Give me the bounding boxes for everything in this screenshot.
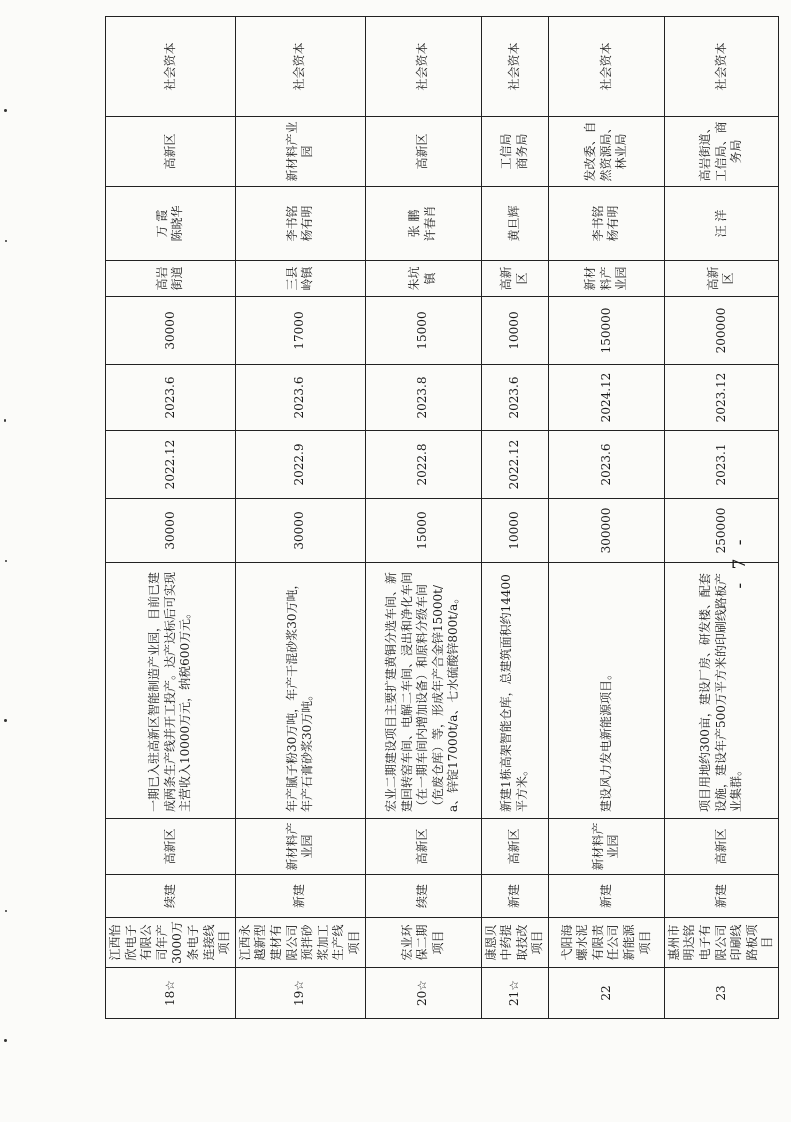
- start-date-cell: 2022.8: [365, 431, 481, 499]
- location-cell: 高新区: [365, 819, 481, 875]
- construction-type-cell: 续建: [106, 875, 236, 918]
- table-row: [664, 17, 778, 1019]
- start-date-cell: 2023.6: [548, 431, 664, 499]
- department-cell: 新材料产业园: [235, 117, 365, 187]
- construction-type-cell: 新建: [548, 875, 664, 918]
- town-cell: 三县岭镇: [235, 261, 365, 297]
- end-date-cell: 2023.8: [365, 365, 481, 431]
- construction-type-cell: 新建: [481, 875, 548, 918]
- table-body: [106, 17, 779, 1019]
- project-name-cell: 宏业环保二期项目: [365, 918, 481, 968]
- total-investment-cell: 15000: [365, 499, 481, 563]
- location-cell: 高新区: [481, 819, 548, 875]
- annual-investment-cell: 30000: [106, 297, 236, 365]
- leader-cell: 李书铭 杨有明: [235, 187, 365, 261]
- annual-investment-cell: 150000: [548, 297, 664, 365]
- town-cell: 高新区: [481, 261, 548, 297]
- construction-type-cell: 新建: [235, 875, 365, 918]
- department-cell: 高岩街道、工信局、商务局: [664, 117, 778, 187]
- leader-cell: 张 鹏 许春肖: [365, 187, 481, 261]
- location-cell: 新材料产业园: [235, 819, 365, 875]
- annual-investment-cell: 15000: [365, 297, 481, 365]
- content-cell: 年产腻子粉30万吨，年产干混砂浆30万吨，年产石膏砂浆30万吨。: [235, 563, 365, 819]
- location-cell: 高新区: [664, 819, 778, 875]
- department-cell: 工信局 商务局: [481, 117, 548, 187]
- end-date-cell: 2024.12: [548, 365, 664, 431]
- project-name-cell: 惠州市明达铭电子有限公司印刷线路板项目: [664, 918, 778, 968]
- annual-investment-cell: 17000: [235, 297, 365, 365]
- content-cell: 宏业二期建设项目主要扩建黄铜分选车间、新建回转窑车间、电解二车间、浸出和净化车间（在一期车间内增加设备）和原料分级车间（危废仓库）等，形成年产合金锌15000t/a、锌锭17000t/a、七水硫酸锌800t/a。: [365, 563, 481, 819]
- start-date-cell: 2022.12: [481, 431, 548, 499]
- leader-cell: 万 霞 陈晓华: [106, 187, 236, 261]
- fund-source-cell: 社会资本: [548, 17, 664, 117]
- town-cell: 高新区: [664, 261, 778, 297]
- project-name-cell: 康恩贝中药提取技改项目: [481, 918, 548, 968]
- end-date-cell: 2023.6: [106, 365, 236, 431]
- row-number-cell: 19☆: [235, 968, 365, 1019]
- annual-investment-cell: 10000: [481, 297, 548, 365]
- table-row: [106, 17, 236, 1019]
- project-name-cell: 江西永越新型建材有限公司预拌砂浆加工生产线项目: [235, 918, 365, 968]
- town-cell: 朱坑镇: [365, 261, 481, 297]
- table-row: [481, 17, 548, 1019]
- start-date-cell: 2022.9: [235, 431, 365, 499]
- department-cell: 发改委、自然资源局、林业局: [548, 117, 664, 187]
- table-row: [548, 17, 664, 1019]
- scan-edge-marks: [0, 0, 14, 1122]
- town-cell: 高岩街道: [106, 261, 236, 297]
- total-investment-cell: 10000: [481, 499, 548, 563]
- content-cell: 新建1栋高架智能仓库，总建筑面积约14400平方米。: [481, 563, 548, 819]
- project-name-cell: 弋阳海螺水泥有限责任公司新能源项目: [548, 918, 664, 968]
- table-row: [365, 17, 481, 1019]
- end-date-cell: 2023.6: [235, 365, 365, 431]
- project-name-cell: 江西怡欣电子有限公司年产3000万条电子连接线项目: [106, 918, 236, 968]
- annual-investment-cell: 200000: [664, 297, 778, 365]
- location-cell: 高新区: [106, 819, 236, 875]
- start-date-cell: 2022.12: [106, 431, 236, 499]
- total-investment-cell: 30000: [106, 499, 236, 563]
- project-table: [105, 16, 779, 1019]
- department-cell: 高新区: [106, 117, 236, 187]
- row-number-cell: 18☆: [106, 968, 236, 1019]
- leader-cell: 黄旦辉: [481, 187, 548, 261]
- fund-source-cell: 社会资本: [365, 17, 481, 117]
- table-row: [235, 17, 365, 1019]
- total-investment-cell: 30000: [235, 499, 365, 563]
- total-investment-cell: 250000: [664, 499, 778, 563]
- fund-source-cell: 社会资本: [235, 17, 365, 117]
- town-cell: 新材料产业园: [548, 261, 664, 297]
- row-number-cell: 21☆: [481, 968, 548, 1019]
- row-number-cell: 22: [548, 968, 664, 1019]
- construction-type-cell: 续建: [365, 875, 481, 918]
- content-cell: 一期已入驻高新区智能制造产业园，目前已建成两条生产线并开工投产。达产达标后可实现主营收入10000万元，纳税600万元。: [106, 563, 236, 819]
- leader-cell: 汪 洋: [664, 187, 778, 261]
- fund-source-cell: 社会资本: [481, 17, 548, 117]
- total-investment-cell: 300000: [548, 499, 664, 563]
- row-number-cell: 23: [664, 968, 778, 1019]
- end-date-cell: 2023.6: [481, 365, 548, 431]
- construction-type-cell: 新建: [664, 875, 778, 918]
- fund-source-cell: 社会资本: [106, 17, 236, 117]
- leader-cell: 李书铭 杨有明: [548, 187, 664, 261]
- end-date-cell: 2023.12: [664, 365, 778, 431]
- start-date-cell: 2023.1: [664, 431, 778, 499]
- page-number: - 7 -: [730, 535, 750, 589]
- content-cell: 建设风力发电新能源项目。: [548, 563, 664, 819]
- department-cell: 高新区: [365, 117, 481, 187]
- location-cell: 新材料产业园: [548, 819, 664, 875]
- row-number-cell: 20☆: [365, 968, 481, 1019]
- content-cell: 项目用地约300亩，建设厂房、研发楼、配套设施，建设年产500万平方米的印刷线路板产业集群。: [664, 563, 778, 819]
- fund-source-cell: 社会资本: [664, 17, 778, 117]
